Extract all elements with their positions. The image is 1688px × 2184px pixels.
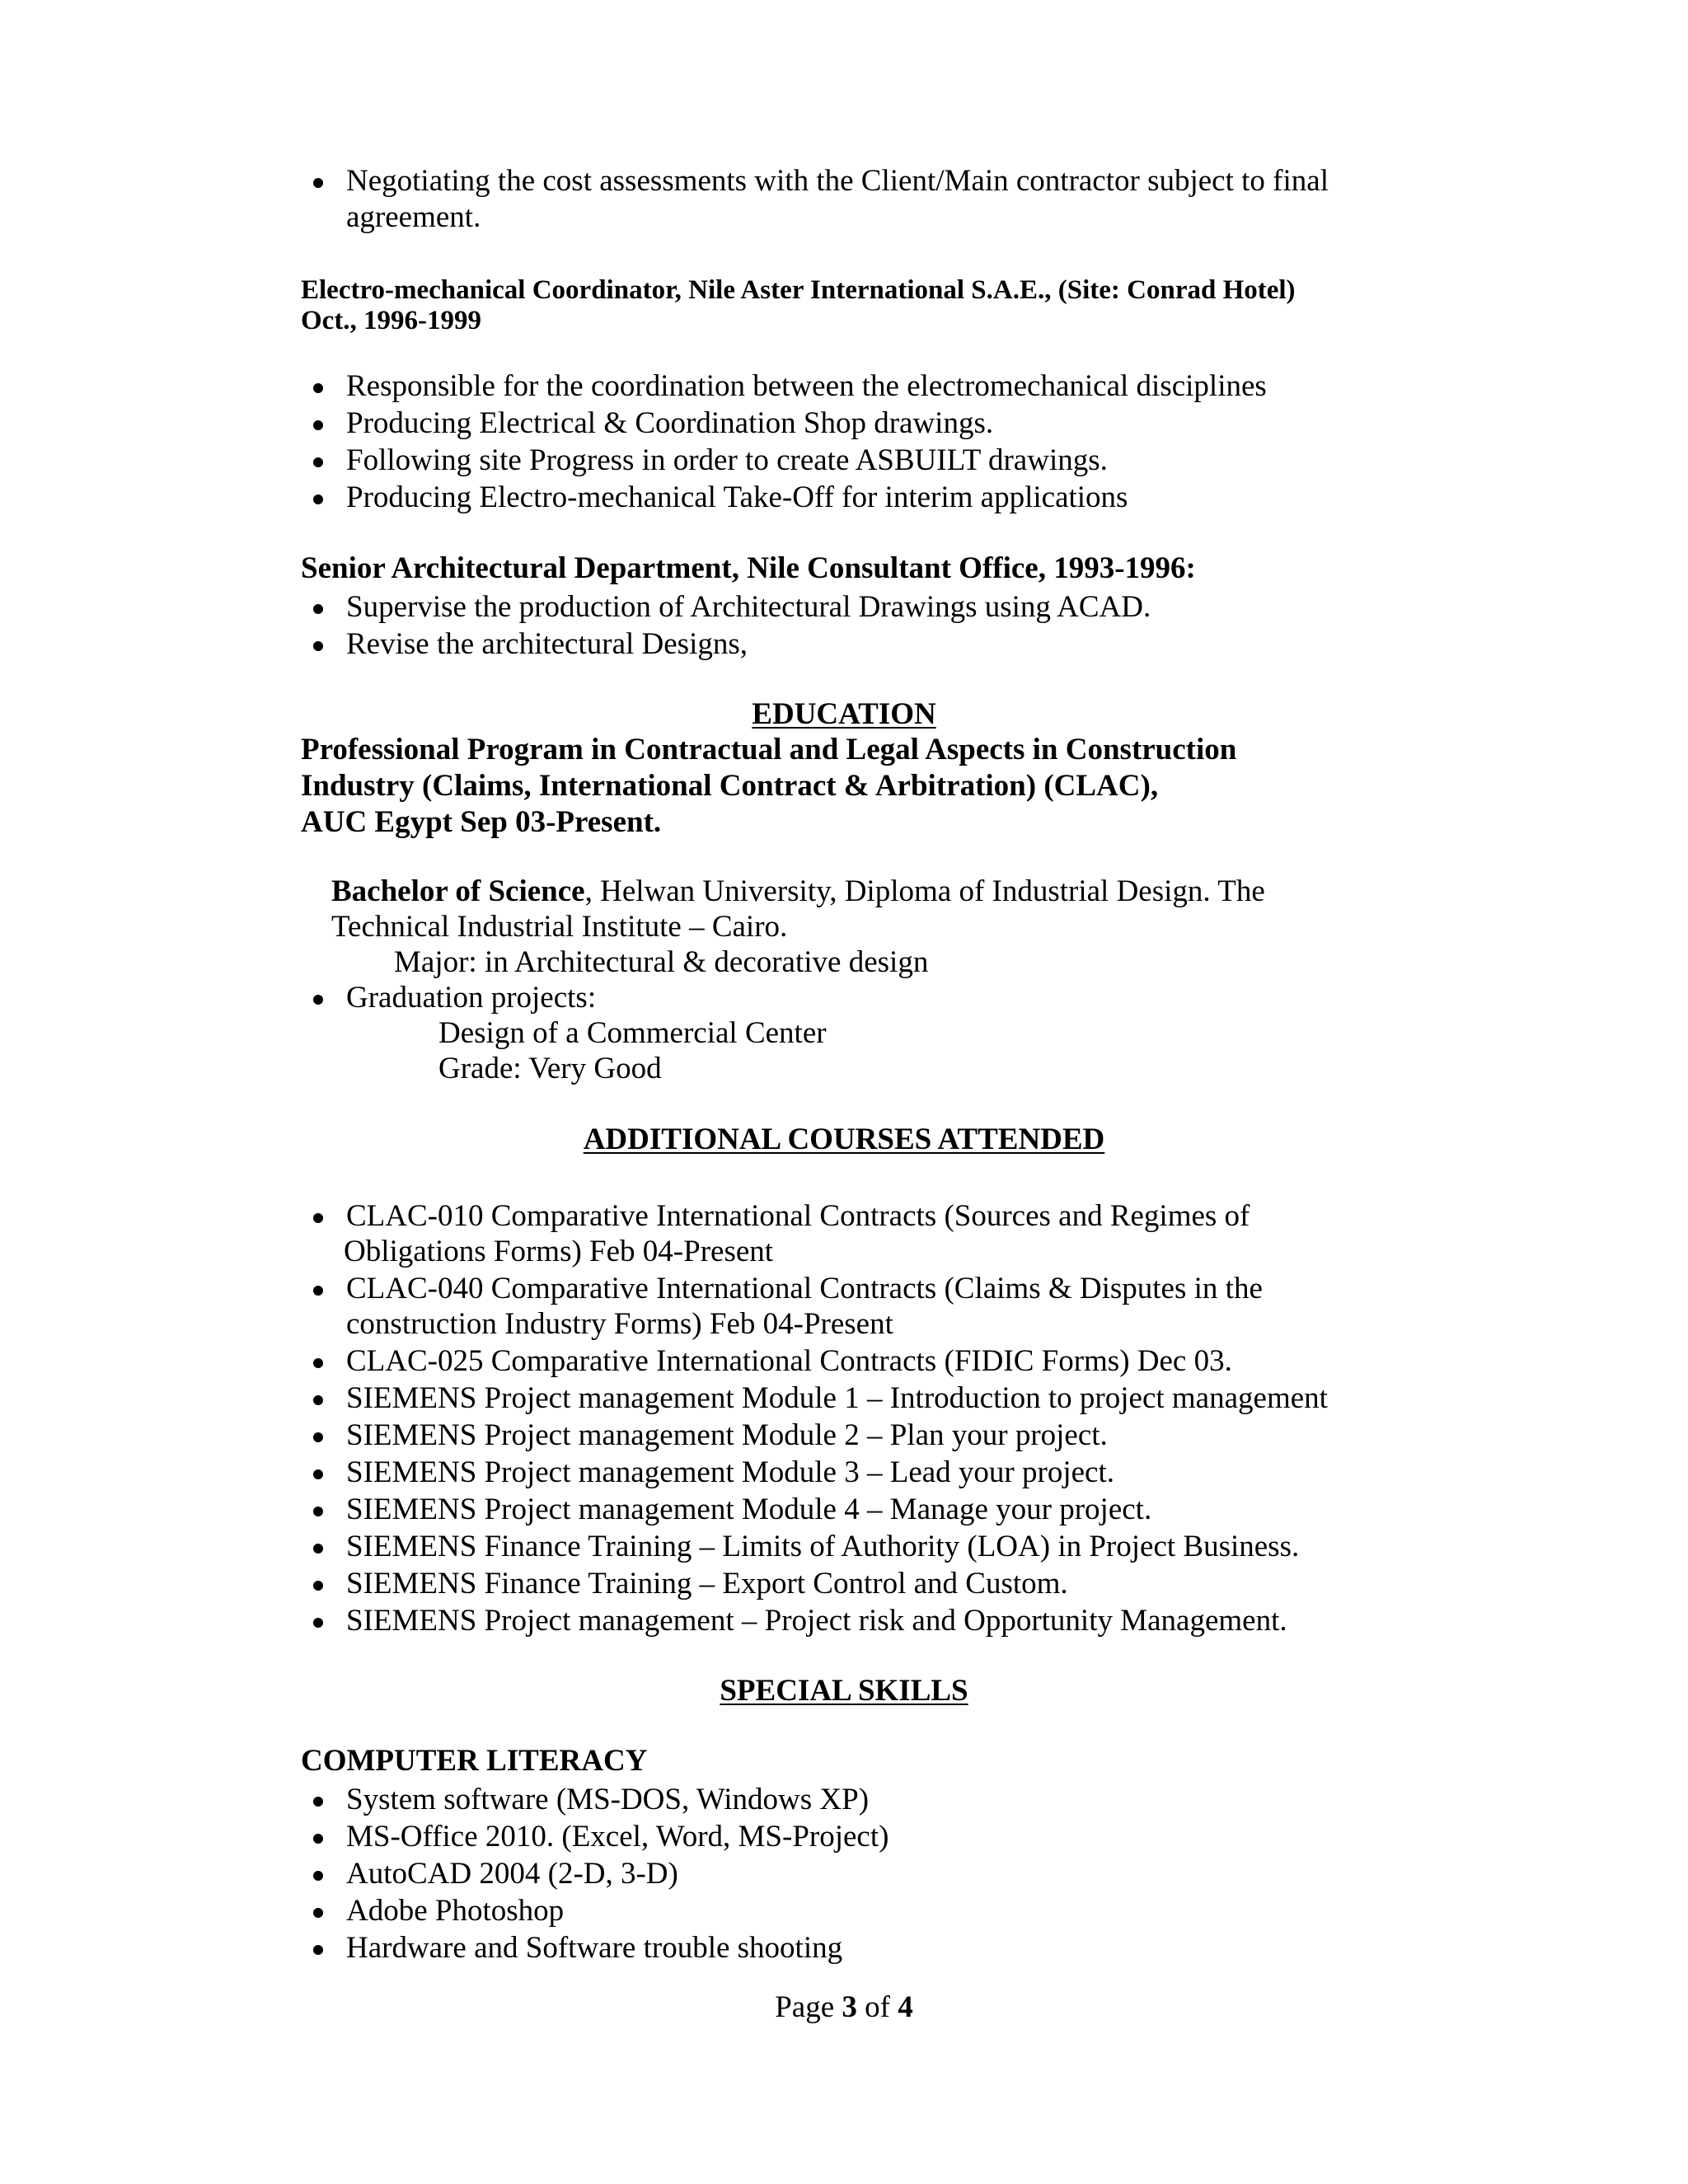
computer-literacy-heading: COMPUTER LITERACY [301,1744,648,1778]
list-item: SIEMENS Project management Module 4 – Manage your project. [346,1493,1152,1526]
page-number: 3 [842,1990,857,2024]
list-item-continuation: construction Industry Forms) Feb 04-Present [346,1307,893,1341]
bullet-icon [313,1432,323,1442]
page-word: Page [775,1990,835,2024]
education-graduation-grade: Grade: Very Good [438,1052,662,1085]
intro-bullet-line1: Negotiating the cost assessments with the Client/Main contractor subject to final [346,164,1329,198]
bachelor-detail: , Helwan University, Diploma of Industrial Design. The [584,874,1265,908]
list-item: Adobe Photoshop [346,1894,565,1928]
bullet-icon [313,457,323,467]
job-architect-heading: Senior Architectural Department, Nile Consultant Office, 1993-1996: [301,551,1196,585]
of-word: of [865,1990,890,2024]
list-item: SIEMENS Finance Training – Limits of Authority (LOA) in Project Business. [346,1530,1300,1563]
list-item: System software (MS-DOS, Windows XP) [346,1783,870,1816]
education-bachelor-line2: Technical Industrial Institute – Cairo. [331,910,788,944]
bullet-icon [313,1908,323,1918]
education-bachelor-line1 [331,874,1265,910]
bullet-icon [313,641,323,651]
bullet-icon [313,604,323,614]
bullet-icon [313,383,323,393]
list-item: CLAC-010 Comparative International Contracts (Sources and Regimes of [346,1199,1250,1233]
list-item: Hardware and Software trouble shooting [346,1931,843,1965]
education-program-line1: Professional Program in Contractual and Legal Aspects in Construction [301,733,1237,766]
bullet-icon [313,995,323,1005]
education-graduation-project: Design of a Commercial Center [438,1016,827,1050]
bullet-icon [313,494,323,504]
bullet-icon [313,1945,323,1955]
job-coordinator-dates: Oct., 1996-1999 [301,306,482,335]
list-item: Revise the architectural Designs, [346,627,748,661]
list-item: MS-Office 2010. (Excel, Word, MS-Project) [346,1820,889,1854]
page-footer [0,1990,1688,2026]
list-item: Producing Electrical & Coordination Shop drawings. [346,406,994,440]
list-item: SIEMENS Project management Module 2 – Plan your project. [346,1418,1108,1452]
list-item: Following site Progress in order to create ASBUILT drawings. [346,443,1108,477]
intro-bullet-line2: agreement. [346,200,481,234]
bullet-icon [313,1213,323,1223]
education-program-line2: Industry (Claims, International Contract & Arbitration) (CLAC), [301,769,1159,803]
list-item: SIEMENS Project management Module 3 – Lead your project. [346,1455,1114,1489]
bullet-icon [313,1797,323,1807]
list-item: SIEMENS Project management – Project risk and Opportunity Management. [346,1604,1287,1638]
list-item: Producing Electro-mechanical Take-Off for interim applications [346,480,1128,514]
bullet-icon [313,1469,323,1479]
courses-title: ADDITIONAL COURSES ATTENDED [583,1122,1105,1156]
education-program-line3: AUC Egypt Sep 03-Present. [301,805,662,839]
list-item: SIEMENS Finance Training – Export Control and Custom. [346,1567,1068,1601]
list-item: SIEMENS Project management Module 1 – Introduction to project management [346,1381,1328,1415]
list-item: CLAC-025 Comparative International Contracts (FIDIC Forms) Dec 03. [346,1344,1232,1378]
list-item: Supervise the production of Architectural Drawings using ACAD. [346,590,1151,624]
education-title: EDUCATION [752,697,936,731]
skills-title: SPECIAL SKILLS [720,1674,968,1708]
bullet-icon [313,1286,323,1296]
bullet-icon [313,1581,323,1591]
list-item: CLAC-040 Comparative International Contracts (Claims & Disputes in the [346,1272,1263,1305]
bullet-icon [313,420,323,430]
education-graduation-label: Graduation projects: [346,981,597,1015]
bullet-icon [313,1834,323,1844]
bullet-icon [313,178,323,188]
education-major: Major: in Architectural & decorative design [394,945,929,979]
list-item: Responsible for the coordination between the electromechanical disciplines [346,369,1267,403]
list-item-continuation: Obligations Forms) Feb 04-Present [344,1235,774,1268]
bullet-icon [313,1871,323,1881]
bullet-icon [313,1618,323,1628]
bachelor-degree: Bachelor of Science [331,874,585,908]
bullet-icon [313,1507,323,1516]
page-total: 4 [898,1990,913,2024]
bullet-icon [313,1544,323,1554]
bullet-icon [313,1395,323,1405]
job-coordinator-heading: Electro-mechanical Coordinator, Nile Aster International S.A.E., (Site: Conrad Hotel) [301,275,1296,305]
list-item: AutoCAD 2004 (2-D, 3-D) [346,1857,678,1891]
bullet-icon [313,1358,323,1368]
